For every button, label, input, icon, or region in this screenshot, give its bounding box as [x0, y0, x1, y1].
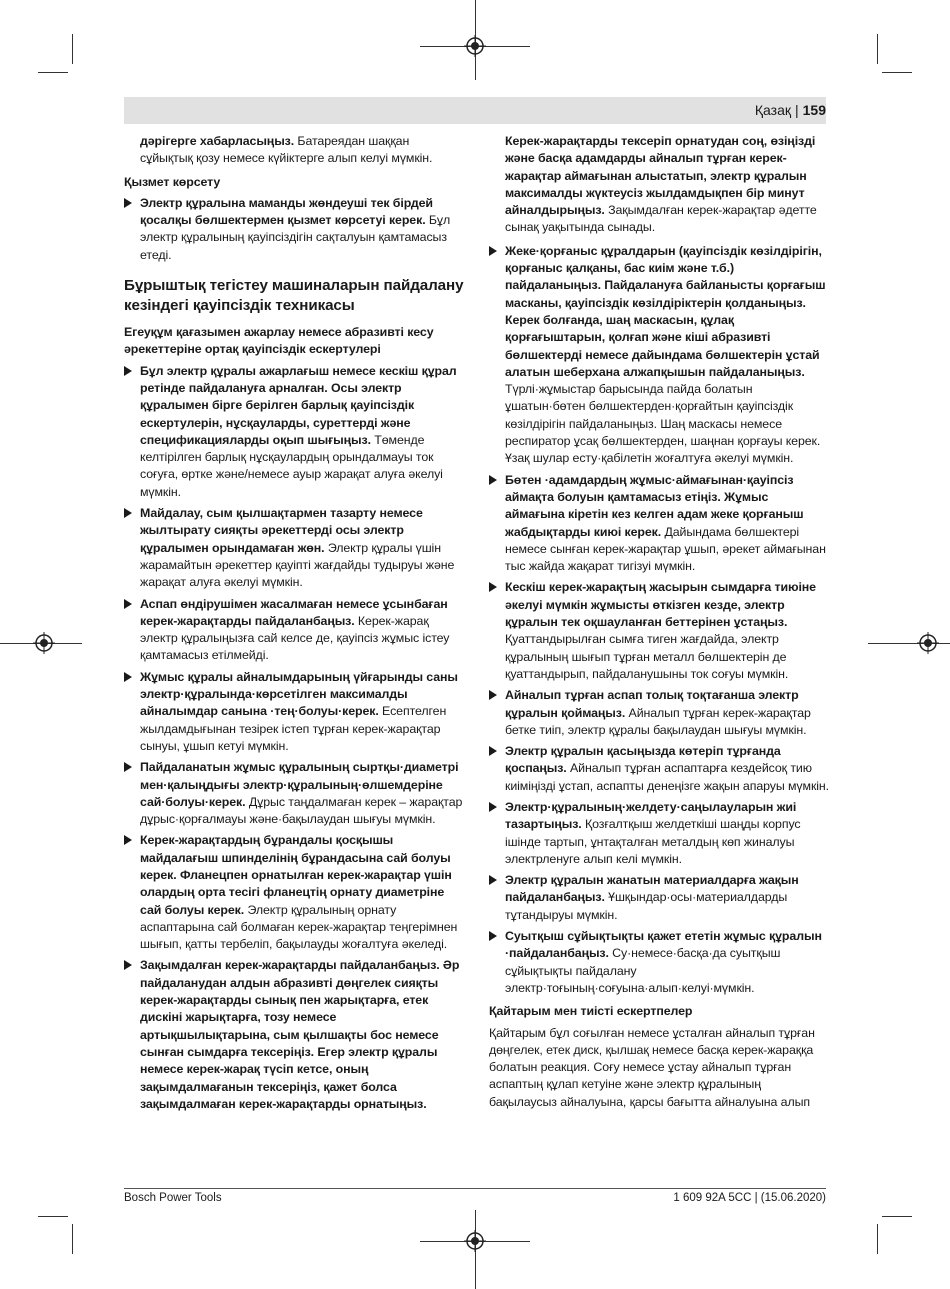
footer-doc-number: 1 609 92A 5CC | (15.06.2020): [673, 1192, 826, 1204]
item-text: Төменде келтірілген барлық нұсқаулардың орындалмауы ток соғуға, өртке және/немесе ауыр жарақат алуға әкелуі мүмкін.: [140, 432, 443, 499]
bullet-arrow-icon: [124, 599, 132, 609]
registration-mark-icon: [33, 632, 55, 654]
item-bold: Электр құралына маманды жөндеуші тек бірдей қосалқы бөлшектермен қызмет көрсетуі керек.: [140, 195, 433, 228]
left-column: [124, 133, 464, 1117]
footer-rule: [124, 1188, 826, 1189]
bullet-arrow-icon: [489, 246, 497, 256]
list-item: [124, 596, 464, 665]
subheading: Егеуқұм қағазымен ажарлау немесе абразивті кесу әрекеттеріне ортақ қауіпсіздік ескертулері: [124, 325, 434, 357]
list-item: [124, 759, 464, 828]
list-item: [124, 505, 464, 591]
continuation-paragraph: [489, 133, 829, 237]
header-separator: |: [795, 102, 799, 118]
list-item: [489, 743, 829, 795]
item-bold: Кескіш керек-жарақтың жасырын сымдарға тиюіне әкелуі мүмкін жұмысты өткізген кезде, электр құралын тек оқшауланған беттерінен ұстаңыз.: [505, 580, 816, 630]
item-text: Керек-жарақ электр құралыңызға сай келсе де, қауіпсіз жұмыс істеу қамтамасыз етілмейді.: [140, 613, 450, 663]
bullet-arrow-icon: [489, 582, 497, 592]
service-heading: Қызмет көрсету: [124, 174, 221, 189]
item-text: Дайындама бөлшектері немесе сынған керек-жарақтар ұшып, әрекет аймағынан тыс жайда жақарат тигізуі мүмкін.: [505, 524, 826, 574]
list-item: [124, 669, 464, 755]
crop-mark: [38, 72, 68, 73]
list-item: [489, 872, 829, 924]
right-column: [489, 133, 829, 1115]
crop-mark: [38, 1216, 68, 1217]
item-bold: Керек-жарақтарды тексеріп орнатудан соң, өзіңізді және басқа адамдарды айналып тұрған керек-жарақтар аймағынан алыстатып, электр құралын максималды жүктеусіз жылдамдықпен бір минут айналдырыңыз.: [505, 134, 816, 218]
intro-text: Батареядан шаққан сұйықтық қозу немесе күйіктерге алып келуі мүмкін.: [140, 134, 433, 166]
item-text: Есептелген жылдамдығынан тезірек істеп тұрған керек-жарақтар сынуы, ұшып кетуі мүмкін.: [140, 704, 447, 753]
item-text: Ұшқындар·осы·материалдарды тұтандыруы мүмкін.: [505, 890, 788, 922]
item-text: Түрлі·жұмыстар барысында пайда болатын ұшатын·бөтен бөлшектерден·қорғайтын қауіпсіздік көзілдірігін пайдаланыңыз. Шаң маскасы немесе респиратор ұсақ бөлшектерден, шаңнан қорғауы керек. Ұзақ шулар есту·қабілетін жоғалтуға әкелуі мүмкін.: [505, 382, 821, 466]
service-item: [124, 195, 464, 264]
bullet-arrow-icon: [124, 508, 132, 518]
list-item: [124, 957, 464, 1113]
crop-mark: [877, 1224, 878, 1254]
bullet-arrow-icon: [124, 960, 132, 970]
item-text: Айналып тұрған керек-жарақтар бетке тиіп, электр құралы бақылаудан шығуы мүмкін.: [505, 705, 811, 737]
item-bold: Аспап өндірушімен жасалмаған немесе ұсынбаған керек-жарақтарды пайдаланбаңыз.: [140, 596, 448, 628]
item-bold: Пайдаланатын жұмыс құралының сыртқы·диаметрі мен·қалыңдығы электр·құралының·өлшемдеріне сай·болуы·керек.: [140, 760, 459, 809]
list-item: [489, 579, 829, 683]
bullet-arrow-icon: [124, 198, 132, 208]
item-text: Зақымдалған керек-жарақтар әдетте сынақ уақытында сынады.: [505, 203, 817, 235]
header-language: Қазақ: [754, 102, 791, 118]
item-bold: Айналып тұрған аспап толық тоқтағанша электр құралын қоймаңыз.: [505, 688, 799, 720]
intro-paragraph: [124, 133, 464, 168]
crop-mark: [72, 34, 73, 64]
bullet-arrow-icon: [124, 672, 132, 682]
bullet-arrow-icon: [124, 835, 132, 845]
item-text: Қозғалтқыш желдеткіші шаңды корпус ішінде тартып, ұнтақталған металдың көп жиналуы электрленуге алып келі мүмкін.: [505, 817, 801, 866]
list-item: [124, 832, 464, 953]
item-bold: Электр·құралының·желдету·саңылауларын жиі тазартыңыз.: [505, 799, 797, 832]
bullet-arrow-icon: [124, 762, 132, 772]
list-item: [489, 243, 829, 468]
bullet-arrow-icon: [489, 931, 497, 941]
item-text: Бұл электр құралының қауіпсіздігін сақталуын қамтамасыз етеді.: [140, 213, 451, 262]
item-bold: Жұмыс құралы айналымдарының үйғарынды саны электр·құралында·көрсетілген максималды айналымдар санына ·тең·болуы·керек.: [140, 669, 458, 719]
item-bold: Зақымдалған керек-жарақтарды пайдаланбаңыз. Әр пайдаланудан алдын абразивті дөңгелек сияқты керек-жарақтарды сынық пен жарықтарға, етек дискіні жарықтарға, тозу немесе артықшылықтарына, сым қылшақты бос немесе сынған сымдарға тексеріңіз. Егер электр құралы немесе керек-жарақ түсіп кетсе, оның зақымдалмағанын тексеріңіз, қажет болса зақымдалмаған керек-жарақтарды орнатыңыз.: [140, 958, 460, 1111]
bullet-arrow-icon: [489, 690, 497, 700]
crop-mark: [882, 72, 912, 73]
intro-bold: дәрігерге хабарласыңыз.: [140, 134, 295, 148]
registration-mark-icon: [917, 632, 939, 654]
crop-mark: [72, 1224, 73, 1254]
bullet-arrow-icon: [489, 475, 497, 485]
header-band: [124, 97, 826, 124]
item-bold: Майдалау, сым қылшақтармен тазарту немесе жылтырату сияқты әрекеттерді осы электр құралымен орындамаған жөн.: [140, 506, 423, 555]
item-bold: Электр құралын жанатын материалдарға жақын пайдаланбаңыз.: [505, 873, 799, 905]
crop-mark: [877, 34, 878, 64]
running-header: [755, 102, 826, 118]
kickback-heading: Қайтарым мен тиісті ескертпелер: [489, 1004, 693, 1019]
bullet-arrow-icon: [489, 875, 497, 885]
list-item: [489, 799, 829, 868]
item-bold: Жеке·қорғаныс құралдарын (қауіпсіздік көзілдірігін, қорғаныс қалқаны, бас киім және т.б.) пайдаланыңыз. Пайдалануға байланысты қорғағыш масканы, қауіпсіздік көзілдіріктерін қолданыңыз. Керек болғанда, шаң маскасын, құлақ қорғағыштарын, қолғап және кіші абразивті бөлшектерді немесе дайындама бөлшектерін ұстай алатын шеберхана алжапқышын пайдаланыңыз.: [505, 243, 826, 379]
item-bold: Бұл электр құралы ажарлағыш немесе кескіш құрал ретінде пайдалануға арналған. Осы электр құралымен бірге берілген барлық қауіпсіздік ескертулерін, нұсқауларды, суреттерді және спецификацияларды оқып шығыңыз.: [140, 363, 457, 447]
item-text: Айналып тұрған аспаптарға кездейсоқ тию киіміңізді ұстап, аспапты денеңізге жақын апаруы мүмкін.: [505, 761, 830, 793]
item-bold: Керек-жарақтардың бұрандалы қосқышы майдалағыш шпинделінің бұрандасына сай болуы керек. Фланецпен орнатылған керек-жарақтар үшін олардың орта тесігі фланецтің орнату диаметріне сай болуы керек.: [140, 833, 452, 917]
crop-mark: [882, 1216, 912, 1217]
item-bold: Суытқыш сұйықтықты қажет ететін жұмыс құралын ·пайдаланбаңыз.: [505, 929, 822, 961]
item-text: Су·немесе·басқа·да суытқыш сұйықтықты пайдалану электр·тоғының·соғуына·алып·келуі·мүмкін.: [505, 946, 781, 995]
bullet-arrow-icon: [124, 366, 132, 376]
item-bold: Электр құралын қасыңызда көтеріп тұрғанда қоспаңыз.: [505, 744, 781, 776]
item-text: Дұрыс таңдалмаған керек – жарақтар дұрыс·қорғалмауы және·бақылаудан шығуы мүмкін.: [140, 794, 463, 827]
item-bold: Бөтен ·адамдардың жұмыс·аймағынан·қауіпсіз аймақта болуын қамтамасыз етіңіз. Жұмыс аймағына кіретін кез келген адам жеке қорғаныш жабдықтарды киюі керек.: [505, 472, 804, 539]
list-item: [489, 928, 829, 997]
section-title: Бұрыштық тегістеу машиналарын пайдалану кезіндегі қауіпсіздік техникасы: [124, 277, 464, 314]
list-item: [124, 363, 464, 501]
list-item: [489, 472, 829, 576]
bullet-arrow-icon: [489, 746, 497, 756]
registration-mark-icon: [464, 35, 486, 57]
registration-mark-icon: [464, 1230, 486, 1252]
item-text: Электр құралы үшін жарамайтын әрекеттер қауіпті жағдайды тудыруы және жарақат алуға әкелуі мүмкін.: [140, 540, 455, 590]
bullet-arrow-icon: [489, 802, 497, 812]
list-item: [489, 687, 829, 739]
footer-brand: Bosch Power Tools: [124, 1192, 222, 1204]
item-text: Қуаттандырылған сымға тиген жағдайда, электр құралының шығып тұрған металл бөлшектерін де қуаттандырып, пайдаланушыны ток соғуы мүмкін.: [505, 632, 789, 681]
item-text: Электр құралының орнату аспаптарына сай болмаған керек-жарақтар теңгерімнен шығып, қатты тербеліп, бақылауды жоғалтуға әкеледі.: [140, 902, 458, 952]
page-number: 159: [802, 102, 826, 118]
kickback-paragraph: Қайтарым бұл соғылған немесе ұсталған айналып тұрған дөңгелек, етек диск, қылшақ немесе басқа керек-жараққа болатын реакция. Соғу немесе ұстау айналып тұрған аспаптың құлап кетуіне және электр құралының бақылаусыз айналуына, қарсы бағытта айналуына алып: [489, 1025, 815, 1109]
